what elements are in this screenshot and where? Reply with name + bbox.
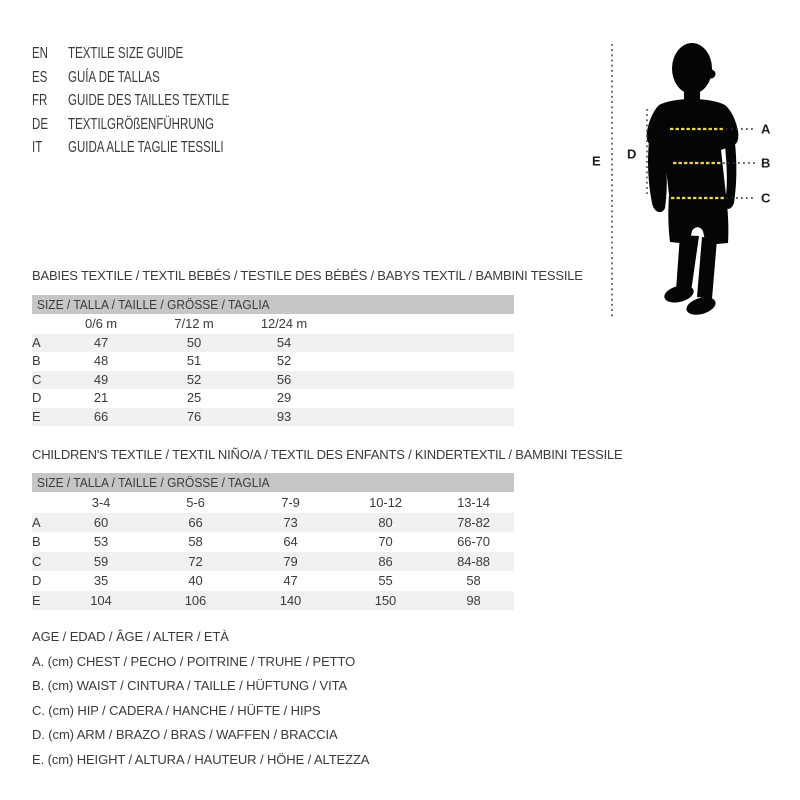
- language-title: GUIDE DES TAILLES TEXTILE: [68, 92, 230, 109]
- column-header: 7/12 m: [174, 316, 214, 331]
- row-label: E: [32, 408, 41, 424]
- babies-size-header-label: SIZE / TALLA / TAILLE / GRÖSSE / TAGLIA: [37, 297, 270, 312]
- column-header: 0/6 m: [84, 316, 117, 331]
- language-title-list: [32, 42, 292, 160]
- measure-label-e: E: [592, 153, 601, 169]
- row-label: E: [32, 592, 41, 608]
- row-label: D: [32, 573, 42, 588]
- legend-arm-line: D. (cm) ARM / BRAZO / BRAS / WAFFEN / BRACCIA: [32, 727, 338, 743]
- language-row: [32, 42, 292, 66]
- row-label: A: [32, 334, 41, 350]
- table-row: B 48 51 52: [32, 352, 514, 371]
- language-code: IT: [32, 139, 43, 156]
- measure-label-a: A: [761, 121, 771, 137]
- language-code: ES: [32, 68, 48, 86]
- table-row: B 53 58 64 70 66-70: [32, 532, 514, 552]
- children-size-header-label: SIZE / TALLA / TAILLE / GRÖSSE / TAGLIA: [37, 475, 270, 490]
- measure-label-c: C: [761, 190, 771, 206]
- child-silhouette-diagram: [585, 25, 795, 325]
- children-size-table: [32, 493, 514, 610]
- babies-section-heading: BABIES TEXTILE / TEXTIL BEBÉS / TESTILE DES BÉBÉS / BABYS TEXTIL / BAMBINI TESSILE: [32, 268, 583, 283]
- table-row: D 35 40 47 55 58: [32, 571, 514, 591]
- language-code: DE: [32, 115, 49, 133]
- legend-age-line: AGE / EDAD / ÂGE / ALTER / ETÀ: [32, 629, 229, 644]
- table-row: C 59 72 79 86 84-88: [32, 552, 514, 572]
- legend-waist-line: B. (cm) WAIST / CINTURA / TAILLE / HÜFTUNG / VITA: [32, 678, 348, 694]
- child-silhouette: [647, 43, 739, 318]
- row-label: B: [32, 353, 41, 368]
- table-row: E 104 106 140 150 98: [32, 591, 514, 611]
- row-label: C: [32, 371, 42, 387]
- legend-height-line: E. (cm) HEIGHT / ALTURA / HAUTEUR / HÖHE / ALTEZZA: [32, 751, 370, 767]
- table-row: E 66 76 93: [32, 408, 514, 427]
- row-label: D: [32, 390, 42, 405]
- table-row: C 49 52 56: [32, 371, 514, 390]
- column-header: 12/24 m: [260, 316, 308, 331]
- language-code: FR: [32, 92, 48, 109]
- measure-label-b: B: [761, 155, 771, 171]
- table-row: D 21 25 29: [32, 389, 514, 408]
- children-section-heading: CHILDREN'S TEXTILE / TEXTIL NIÑO/A / TEXTIL DES ENFANTS / KINDERTEXTIL / BAMBINI TESSILE: [32, 447, 623, 462]
- column-header: 7-9: [281, 495, 300, 510]
- babies-size-header-bar: [32, 295, 514, 314]
- row-label: A: [32, 514, 41, 530]
- table-row: A 60 66 73 80 78-82: [32, 513, 514, 533]
- language-title: GUIDA ALLE TAGLIE TESSILI: [68, 139, 224, 156]
- legend-chest-line: A. (cm) CHEST / PECHO / POITRINE / TRUHE / PETTO: [32, 653, 356, 669]
- table-header-row: [32, 315, 514, 334]
- column-header: 13-14: [457, 495, 490, 510]
- measurement-legend: [32, 625, 369, 773]
- legend-hip-line: C. (cm) HIP / CADERA / HANCHE / HÜFTE / HIPS: [32, 702, 321, 718]
- measure-label-d: D: [627, 146, 637, 162]
- column-header: 5-6: [186, 495, 205, 510]
- language-row: [32, 89, 292, 113]
- babies-size-table: [32, 315, 514, 426]
- language-title: GUÍA DE TALLAS: [68, 68, 160, 86]
- language-code: EN: [32, 45, 49, 62]
- row-label: B: [32, 534, 41, 549]
- language-title: TEXTILGRÖßENFÜHRUNG: [68, 115, 214, 133]
- language-row: [32, 136, 292, 160]
- column-header: 3-4: [91, 495, 111, 510]
- table-row: A 47 50 54: [32, 334, 514, 353]
- language-row: [32, 113, 292, 137]
- column-header: 10-12: [369, 495, 402, 510]
- row-label: C: [32, 553, 42, 569]
- language-title: TEXTILE SIZE GUIDE: [68, 45, 184, 62]
- table-header-row: [32, 493, 514, 513]
- language-row: [32, 66, 292, 90]
- children-size-header-bar: [32, 473, 514, 492]
